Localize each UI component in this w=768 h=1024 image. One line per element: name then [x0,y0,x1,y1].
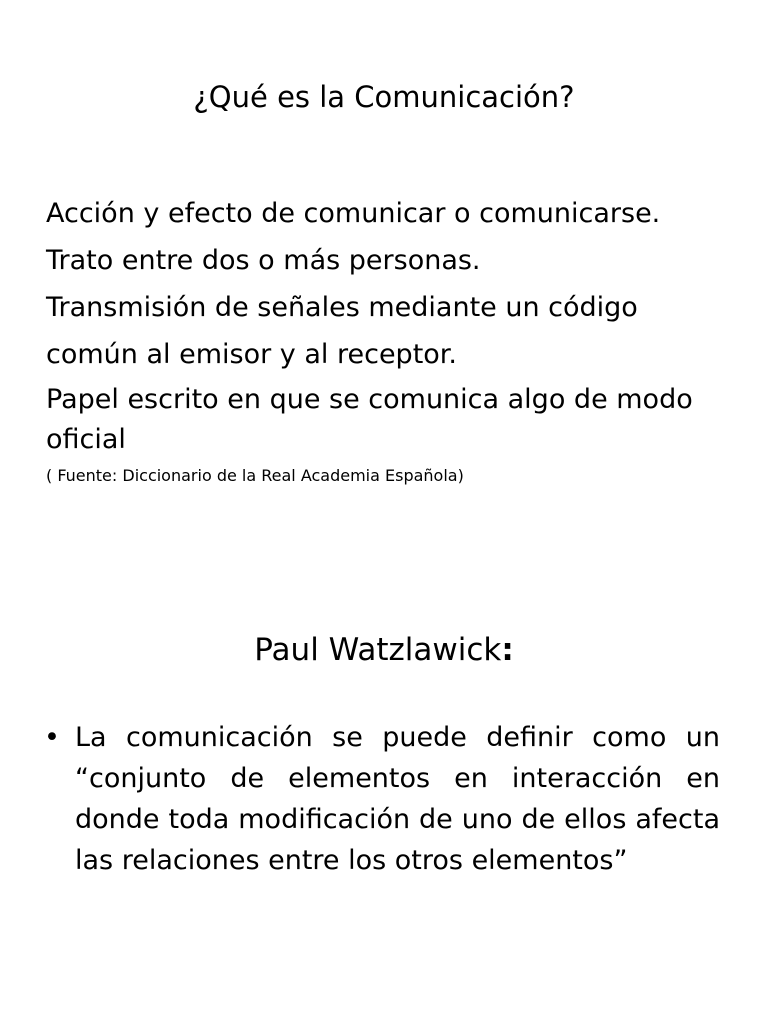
bullet-icon: • [44,722,60,753]
definition-line: común al emisor y al receptor. [46,339,457,370]
definition-line: Papel escrito en que se comunica algo de modo oficial [46,384,693,455]
slide-title [0,632,768,668]
author-name: Paul Watzlawick [254,632,502,668]
definition-list [46,190,726,460]
slide-watzlawick [0,512,768,1024]
definition-line: Acción y efecto de comunicar o comunicarse. [46,198,661,229]
source-citation: ( Fuente: Diccionario de la Real Academia Española) [46,466,464,485]
bullet-text: La comunicación se puede definir como un “conjunto de elementos en interacción en donde toda modificación de uno de ellos afecta las relaciones entre los otros elementos” [75,722,720,876]
definition-line: Transmisión de señales mediante un código [46,292,638,323]
definition-line: Trato entre dos o más personas. [46,245,481,276]
slide-title: ¿Qué es la Comunicación? [193,80,575,114]
title-colon: : [501,632,514,668]
